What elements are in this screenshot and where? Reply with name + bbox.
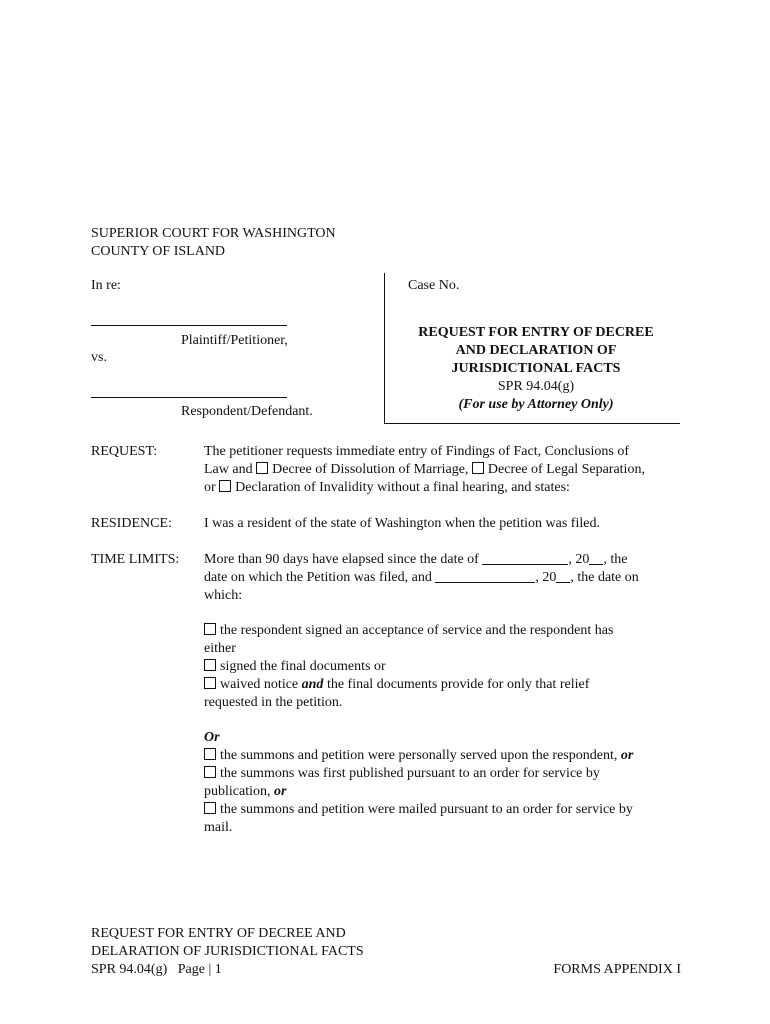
- filed-text: date on which the Petition was filed, and: [204, 570, 432, 585]
- acceptance-either: either: [204, 641, 236, 656]
- form-rule: SPR 94.04(g): [497, 379, 575, 394]
- footer-left: [91, 925, 364, 979]
- request-line2: [204, 461, 645, 479]
- residence-text: I was a resident of the state of Washington when the petition was filed.: [204, 516, 600, 531]
- publication-option: [204, 765, 633, 783]
- petition-the: , the: [603, 552, 628, 567]
- filed-date-on: , the date on: [570, 570, 639, 585]
- vs-label: vs.: [91, 350, 107, 365]
- time-limits-text: [204, 551, 639, 605]
- caption-vertical-divider: [384, 273, 385, 423]
- personal-service-label: the summons and petition were personally served upon the respondent,: [220, 748, 618, 763]
- request-text: [204, 443, 645, 497]
- dissolution-checkbox[interactable]: [256, 462, 268, 474]
- mail-label: the summons and petition were mailed pursuant to an order for service by: [220, 802, 633, 817]
- signed-final-option: [204, 658, 613, 676]
- mail-word: mail.: [204, 820, 233, 835]
- which-text: which:: [204, 588, 243, 603]
- form-title: [407, 324, 665, 414]
- footer-rule: SPR 94.04(g): [91, 962, 168, 977]
- form-note: (For use by Attorney Only): [458, 397, 614, 412]
- legal-separation-checkbox[interactable]: [472, 462, 484, 474]
- mail-checkbox[interactable]: [204, 802, 216, 814]
- legal-separation-label: Decree of Legal Separation,: [487, 462, 645, 477]
- form-title-line1: REQUEST FOR ENTRY OF DECREE: [418, 325, 654, 340]
- publication-label: the summons was first published pursuant to an order for service by: [220, 766, 600, 781]
- court-name: SUPERIOR COURT FOR WASHINGTON: [91, 226, 336, 241]
- in-re-label: In re:: [91, 278, 121, 293]
- case-number-label: Case No.: [408, 278, 460, 293]
- filed-year-blank[interactable]: [556, 570, 570, 583]
- footer-title2: DELARATION OF JURISDICTIONAL FACTS: [91, 944, 364, 959]
- caption-horizontal-divider: [384, 423, 680, 424]
- request-line1: The petitioner requests immediate entry of Findings of Fact, Conclusions of: [204, 444, 629, 459]
- mail-option: [204, 801, 633, 819]
- request-law-and: Law and: [204, 462, 253, 477]
- waived-relief-text: the final documents provide for only that relief: [326, 677, 590, 692]
- publication-or: or: [274, 784, 287, 799]
- filed-year-prefix: , 20: [535, 570, 557, 585]
- waived-and: and: [301, 677, 324, 692]
- court-header: [91, 225, 336, 261]
- personal-service-or: or: [620, 748, 634, 763]
- acceptance-option: [204, 622, 613, 640]
- county-name: COUNTY OF ISLAND: [91, 244, 226, 259]
- personal-service-option: [204, 747, 633, 765]
- personal-service-checkbox[interactable]: [204, 748, 216, 760]
- publication-checkbox[interactable]: [204, 766, 216, 778]
- waived-notice-checkbox[interactable]: [204, 677, 216, 689]
- plaintiff-label: Plaintiff/Petitioner,: [181, 333, 288, 348]
- request-or: or: [204, 480, 216, 495]
- acceptance-checkbox[interactable]: [204, 623, 216, 635]
- page-number: Page | 1: [177, 962, 222, 977]
- dissolution-label: Decree of Dissolution of Marriage,: [272, 462, 469, 477]
- footer-title1: REQUEST FOR ENTRY OF DECREE AND: [91, 926, 346, 941]
- plaintiff-name-line[interactable]: [91, 325, 287, 326]
- publication-word: publication,: [204, 784, 271, 799]
- footer-rule-page: [91, 961, 364, 979]
- filed-date-blank[interactable]: [435, 570, 535, 583]
- elapsed-text: More than 90 days have elapsed since the date of: [204, 552, 479, 567]
- acceptance-label: the respondent signed an acceptance of service and the respondent has: [220, 623, 614, 638]
- service-options-group2: [204, 729, 633, 837]
- invalidity-checkbox[interactable]: [219, 480, 231, 492]
- form-title-line2: AND DECLARATION OF: [455, 343, 617, 358]
- petition-date-blank[interactable]: [482, 552, 568, 565]
- or-heading: Or: [204, 730, 220, 745]
- service-options-group1: [204, 622, 613, 712]
- time-limits-line2: [204, 569, 639, 587]
- waived-relief-text2: requested in the petition.: [204, 695, 343, 710]
- request-line3: [204, 479, 645, 497]
- residence-label: RESIDENCE:: [91, 516, 172, 531]
- signed-final-label: signed the final documents or: [220, 659, 386, 674]
- respondent-label: Respondent/Defendant.: [181, 404, 313, 419]
- waived-notice-label: waived notice: [220, 677, 299, 692]
- petition-year-prefix: , 20: [568, 552, 590, 567]
- respondent-name-line[interactable]: [91, 397, 287, 398]
- forms-appendix: FORMS APPENDIX I: [553, 962, 681, 977]
- time-limits-label: TIME LIMITS:: [91, 552, 180, 567]
- signed-final-checkbox[interactable]: [204, 659, 216, 671]
- waived-notice-option: [204, 676, 613, 694]
- petition-year-blank[interactable]: [589, 552, 603, 565]
- invalidity-label: Declaration of Invalidity without a final hearing, and states:: [235, 480, 570, 495]
- form-title-line3: JURISDICTIONAL FACTS: [451, 361, 621, 376]
- request-label: REQUEST:: [91, 444, 158, 459]
- publication-line2: [204, 783, 633, 801]
- time-limits-line1: [204, 551, 639, 569]
